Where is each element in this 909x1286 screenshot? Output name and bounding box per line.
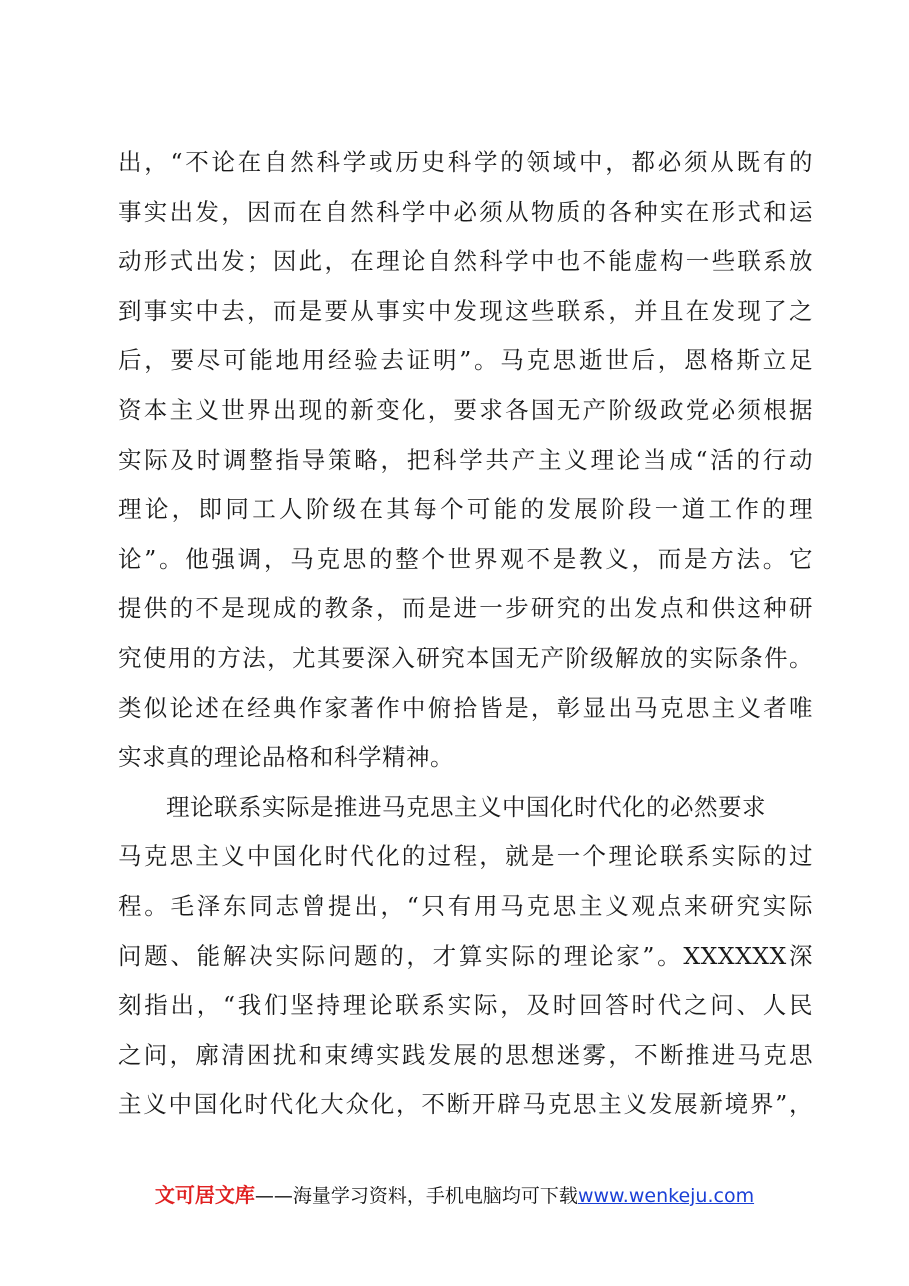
text-line-6: 资本主义世界出现的新变化，要求各国无产阶级政党必须根据 <box>118 395 813 424</box>
text-line-15: 马克思主义中国化时代化的过程，就是一个理论联系实际的过 <box>118 842 813 871</box>
document-body <box>118 138 813 1130</box>
text-line-20: 主义中国化时代化大众化，不断开辟马克思主义发展新境界”， <box>118 1090 813 1119</box>
text-line-10: 提供的不是现成的教条，而是进一步研究的出发点和供这种研 <box>118 594 813 623</box>
text-line-7: 实际及时调整指导策略，把科学共产主义理论当成“活的行动 <box>118 445 813 474</box>
text-line-8: 理论，即同工人阶级在其每个可能的发展阶段一道工作的理 <box>118 495 813 524</box>
text-line-3: 动形式出发；因此，在理论自然科学中也不能虚构一些联系放 <box>118 247 813 276</box>
footer-tagline: ——海量学习资料，手机电脑均可下载 <box>254 1185 578 1207</box>
footer-brand: 文可居文库 <box>154 1183 255 1207</box>
page-footer <box>0 1180 909 1211</box>
text-line-14: 理论联系实际是推进马克思主义中国化时代化的必然要求 <box>118 792 766 821</box>
text-line-11: 究使用的方法，尤其要深入研究本国无产阶级解放的实际条件。 <box>118 643 813 672</box>
text-line-19: 之问，廓清困扰和束缚实践发展的思想迷雾，不断推进马克思 <box>118 1040 813 1069</box>
text-line-17: 问题、能解决实际问题的，才算实际的理论家”。XXXXXX深 <box>118 941 813 970</box>
text-line-4: 到事实中去，而是要从事实中发现这些联系，并且在发现了之 <box>118 296 813 325</box>
text-line-5: 后，要尽可能地用经验去证明”。马克思逝世后，恩格斯立足 <box>118 346 813 375</box>
text-line-12: 类似论述在经典作家著作中俯拾皆是，彰显出马克思主义者唯 <box>118 693 813 722</box>
text-line-16: 程。毛泽东同志曾提出，“只有用马克思主义观点来研究实际 <box>118 891 813 920</box>
text-line-13: 实求真的理论品格和科学精神。 <box>118 743 454 772</box>
text-line-2: 事实出发，因而在自然科学中必须从物质的各种实在形式和运 <box>118 197 813 226</box>
text-line-9: 论”。他强调，马克思的整个世界观不是教义，而是方法。它 <box>118 544 813 573</box>
footer-url-link[interactable]: www.wenkeju.com <box>577 1185 755 1207</box>
text-line-18: 刻指出，“我们坚持理论联系实际，及时回答时代之问、人民 <box>118 991 813 1020</box>
text-line-1: 出，“不论在自然科学或历史科学的领域中，都必须从既有的 <box>118 148 813 176</box>
